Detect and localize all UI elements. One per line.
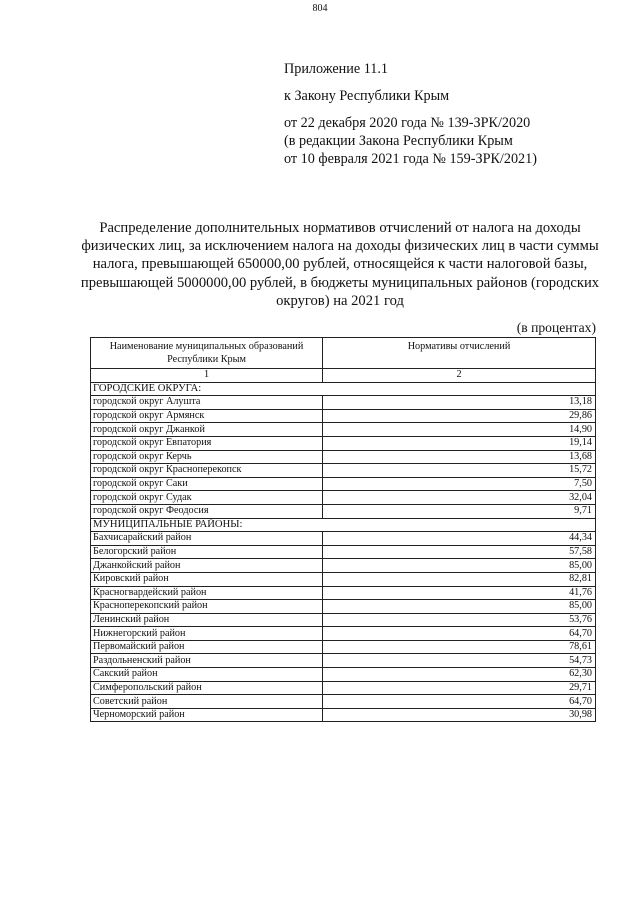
municipality-name: Черноморский район xyxy=(91,708,323,722)
table-row xyxy=(91,464,596,478)
norm-value: 30,98 xyxy=(323,708,596,722)
table-row xyxy=(91,532,596,546)
norm-value: 78,61 xyxy=(323,640,596,654)
norm-value: 53,76 xyxy=(323,613,596,627)
municipality-name: городской округ Армянск xyxy=(91,409,323,423)
column-number-row xyxy=(91,369,596,383)
municipality-name: городской округ Феодосия xyxy=(91,504,323,518)
municipality-name: Ленинский район xyxy=(91,613,323,627)
municipality-name: Джанкойский район xyxy=(91,559,323,573)
table-row xyxy=(91,504,596,518)
header-norms: Нормативы отчислений xyxy=(323,338,596,369)
table-row xyxy=(91,695,596,709)
municipality-name: городской округ Красноперекопск xyxy=(91,464,323,478)
norm-value: 19,14 xyxy=(323,436,596,450)
table-row xyxy=(91,613,596,627)
norm-value: 85,00 xyxy=(323,600,596,614)
norms-table xyxy=(90,337,596,722)
municipality-name: городской округ Саки xyxy=(91,477,323,491)
municipality-name: городской округ Судак xyxy=(91,491,323,505)
norm-value: 64,70 xyxy=(323,627,596,641)
column-number-2: 2 xyxy=(323,369,596,383)
norm-value: 32,04 xyxy=(323,491,596,505)
table-row xyxy=(91,409,596,423)
table-row xyxy=(91,600,596,614)
table-row xyxy=(91,491,596,505)
norm-value: 29,71 xyxy=(323,681,596,695)
appendix-law-date: от 22 декабря 2020 года № 139-ЗРК/2020 xyxy=(284,115,531,131)
municipality-name: Сакский район xyxy=(91,668,323,682)
table-row xyxy=(91,640,596,654)
table-row xyxy=(91,450,596,464)
appendix-header xyxy=(284,60,537,168)
appendix-law-reference: к Закону Республики Крым xyxy=(284,88,450,104)
table-row xyxy=(91,559,596,573)
norm-value: 9,71 xyxy=(323,504,596,518)
norm-value: 82,81 xyxy=(323,572,596,586)
municipality-name: Бахчисарайский район xyxy=(91,532,323,546)
section-title: МУНИЦИПАЛЬНЫЕ РАЙОНЫ: xyxy=(91,518,596,532)
municipality-name: городской округ Джанкой xyxy=(91,423,323,437)
norm-value: 29,86 xyxy=(323,409,596,423)
table-row xyxy=(91,708,596,722)
municipality-name: Симферопольский район xyxy=(91,681,323,695)
column-number-1: 1 xyxy=(91,369,323,383)
municipality-name: Советский район xyxy=(91,695,323,709)
page-number: 804 xyxy=(312,3,328,14)
municipality-name: Белогорский район xyxy=(91,545,323,559)
table-row xyxy=(91,396,596,410)
table-row xyxy=(91,681,596,695)
header-municipality: Наименование муниципальных образований Республики Крым xyxy=(91,338,323,369)
table-header-row xyxy=(91,338,596,369)
appendix-amendment-date: от 10 февраля 2021 года № 159-ЗРК/2021) xyxy=(284,151,537,167)
municipality-name: Первомайский район xyxy=(91,640,323,654)
appendix-number: Приложение 11.1 xyxy=(284,61,388,77)
section-header-row xyxy=(91,518,596,532)
norm-value: 13,68 xyxy=(323,450,596,464)
norm-value: 14,90 xyxy=(323,423,596,437)
table-row xyxy=(91,436,596,450)
table-row xyxy=(91,627,596,641)
municipality-name: Красногвардейский район xyxy=(91,586,323,600)
municipality-name: Красноперекопский район xyxy=(91,600,323,614)
table-row xyxy=(91,668,596,682)
appendix-amendment-note: (в редакции Закона Республики Крым xyxy=(284,133,513,149)
norm-value: 15,72 xyxy=(323,464,596,478)
norm-value: 57,58 xyxy=(323,545,596,559)
municipality-name: городской округ Керчь xyxy=(91,450,323,464)
table-row xyxy=(91,423,596,437)
section-title: ГОРОДСКИЕ ОКРУГА: xyxy=(91,382,596,396)
municipality-name: Нижнегорский район xyxy=(91,627,323,641)
document-title: Распределение дополнительных нормативов отчислений от налога на доходы физических лиц, за исключением налога на доходы физических лиц в части суммы налога, превышающей 650000,00 рублей, относящейся к части налоговой базы, превышающей 5000000,00 рублей, в бюджеты муниципальных районов (городских округов) на 2021 год xyxy=(80,220,600,309)
table-row xyxy=(91,654,596,668)
table-row xyxy=(91,545,596,559)
table-row xyxy=(91,477,596,491)
municipality-name: Кировский район xyxy=(91,572,323,586)
section-header-row xyxy=(91,382,596,396)
norm-value: 64,70 xyxy=(323,695,596,709)
norm-value: 41,76 xyxy=(323,586,596,600)
municipality-name: городской округ Алушта xyxy=(91,396,323,410)
norm-value: 54,73 xyxy=(323,654,596,668)
municipality-name: городской округ Евпатория xyxy=(91,436,323,450)
norm-value: 44,34 xyxy=(323,532,596,546)
municipality-name: Раздольненский район xyxy=(91,654,323,668)
norm-value: 85,00 xyxy=(323,559,596,573)
table-row xyxy=(91,586,596,600)
table-row xyxy=(91,572,596,586)
norm-value: 7,50 xyxy=(323,477,596,491)
norm-value: 62,30 xyxy=(323,668,596,682)
units-note: (в процентах) xyxy=(516,320,596,335)
norm-value: 13,18 xyxy=(323,396,596,410)
